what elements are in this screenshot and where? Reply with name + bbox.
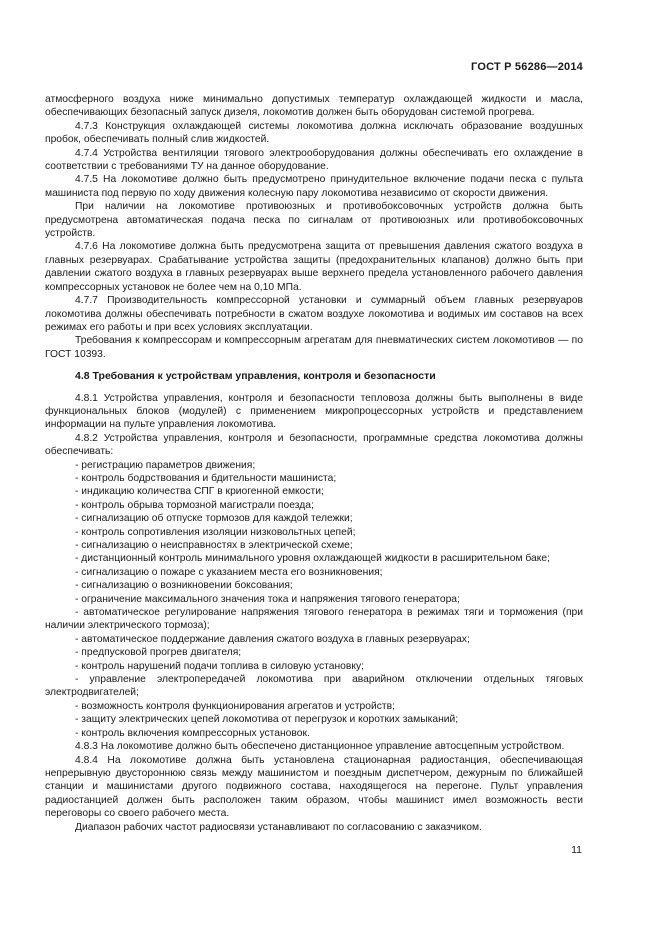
list-item: - индикацию количества СПГ в криогенной емкости;	[75, 486, 324, 498]
list-item: - сигнализацию о возникновении боксования;	[75, 580, 293, 592]
paragraph: 4.8.2 Устройства управления, контроля и безопасности, программные средства локомотива должны обеспечивать:	[45, 432, 583, 458]
paragraph: Требования к компрессорам и компрессорным агрегатам для пневматических систем локомотивов — по ГОСТ 10393.	[45, 335, 583, 360]
paragraph: При наличии на локомотиве противоюзных и противобоксовочных устройств должна быть предусмотрена автоматическая подача песка по сигналам от противоюзных или противобоксовочных устройств.	[45, 201, 583, 240]
list-item: - контроль бодрствования и бдительности машиниста;	[75, 472, 337, 484]
section-4-8-closing-paragraphs	[45, 740, 583, 834]
document-body	[45, 93, 583, 834]
list-item: - предпусковой прогрев двигателя;	[75, 647, 242, 659]
list-item: - управление электропередачей локомотива при аварийном отключении отдельных тяговых электродвигателей;	[45, 674, 583, 699]
paragraph: 4.7.6 На локомотиве должна быть предусмотрена защита от превышения давления сжатого воздуха в главных резервуарах. Срабатывание устройства защиты (предохранительных клапанов) должно быть при давлении сжатого воздуха в главных резервуарах выше верхнего предела установленного рабочего давления компрессорных установок не более чем на 0,10 МПа.	[45, 241, 583, 293]
list-item: - сигнализацию о пожаре с указанием места его возникновения;	[75, 566, 383, 578]
paragraph: 4.7.3 Конструкция охлаждающей системы локомотива должна исключать образование воздушных пробок, обеспечивать полный слив жидкостей.	[45, 120, 583, 146]
list-item: - регистрацию параметров движения;	[75, 459, 256, 471]
list-item: - автоматическое поддержание давления сжатого воздуха в главных резервуарах;	[75, 633, 470, 645]
paragraph: Диапазон рабочих частот радиосвязи устанавливают по согласованию с заказчиком.	[75, 821, 482, 833]
paragraph: 4.8.1 Устройства управления, контроля и безопасности тепловоза должны быть выполнены в виде функциональных блоков (модулей) с применением микропроцессорных устройств и представлением информации на пульте управления локомотива.	[45, 392, 583, 431]
list-item: - контроль нарушений подачи топлива в силовую установку;	[75, 660, 364, 672]
paragraph: 4.8.4 На локомотиве должна быть установлена стационарная радиостанция, обеспечивающая непрерывную двустороннюю связь между машинистом и поездным диспетчером, дежурным по ближайшей станции и машинистами другого подвижного состава, находящегося на перегоне. Пульт управления радиостанцией должен быть расположен таким образом, чтобы машинист имел возможность вести переговоры со своего рабочего места.	[45, 754, 583, 820]
page-number: 11	[571, 844, 582, 856]
paragraph: 4.7.4 Устройства вентиляции тягового электрооборудования должны обеспечивать его охлаждение в соответствии с требованиями ТУ на данное оборудование.	[45, 147, 583, 173]
paragraph: атмосферного воздуха ниже минимально допустимых температур охлаждающей жидкости и масла, обеспечивающих безопасный запуск дизеля, локомотив должен быть оборудован системой прогрева.	[45, 94, 583, 119]
list-item: - ограничение максимального значения тока и напряжения тягового генератора;	[75, 593, 460, 605]
list-item: - сигнализацию о неисправностях в электрической схеме;	[75, 540, 353, 551]
list-item: - автоматическое регулирование напряжения тягового генератора в режимах тяги и торможения (при наличии электрического тормоза);	[45, 607, 583, 632]
paragraph: 4.7.7 Производительность компрессорной установки и суммарный объем главных резервуаров локомотива должны обеспечивать потребности в сжатом воздухе локомотива и водимых им составов на всех режимах его работы и при всех условиях эксплуатации.	[45, 295, 583, 333]
list-item: - контроль сопротивления изоляции низковольтных цепей;	[75, 526, 356, 538]
section-4-7-paragraphs	[45, 93, 583, 361]
section-4-8-intro-paragraphs	[45, 392, 583, 459]
list-item: - дистанционный контроль минимального уровня охлаждающей жидкости в расширительном баке;	[75, 553, 550, 565]
list-item: - сигнализацию об отпуске тормозов для каждой тележки;	[75, 513, 353, 525]
list-item: - контроль обрыва тормозной магистрали поезда;	[75, 499, 314, 511]
paragraph: 4.7.5 На локомотиве должно быть предусмотрено принудительное включение подачи песка с пульта машиниста под первую по ходу движения колесную пару локомотива независимо от скорости движения.	[45, 174, 583, 199]
document-header: ГОСТ Р 56286—2014	[471, 61, 583, 73]
list-item: - защиту электрических цепей локомотива от перегрузок и коротких замыканий;	[75, 714, 459, 726]
section-heading-4-8: 4.8 Требования к устройствам управления, контроля и безопасности	[75, 370, 436, 383]
list-item: - возможность контроля функционирования агрегатов и устройств;	[75, 700, 395, 712]
list-item: - контроль включения компрессорных установок.	[75, 727, 310, 739]
requirements-list	[45, 459, 583, 741]
paragraph: 4.8.3 На локомотиве должно быть обеспечено дистанционное управление автосцепным устройством.	[75, 741, 565, 753]
